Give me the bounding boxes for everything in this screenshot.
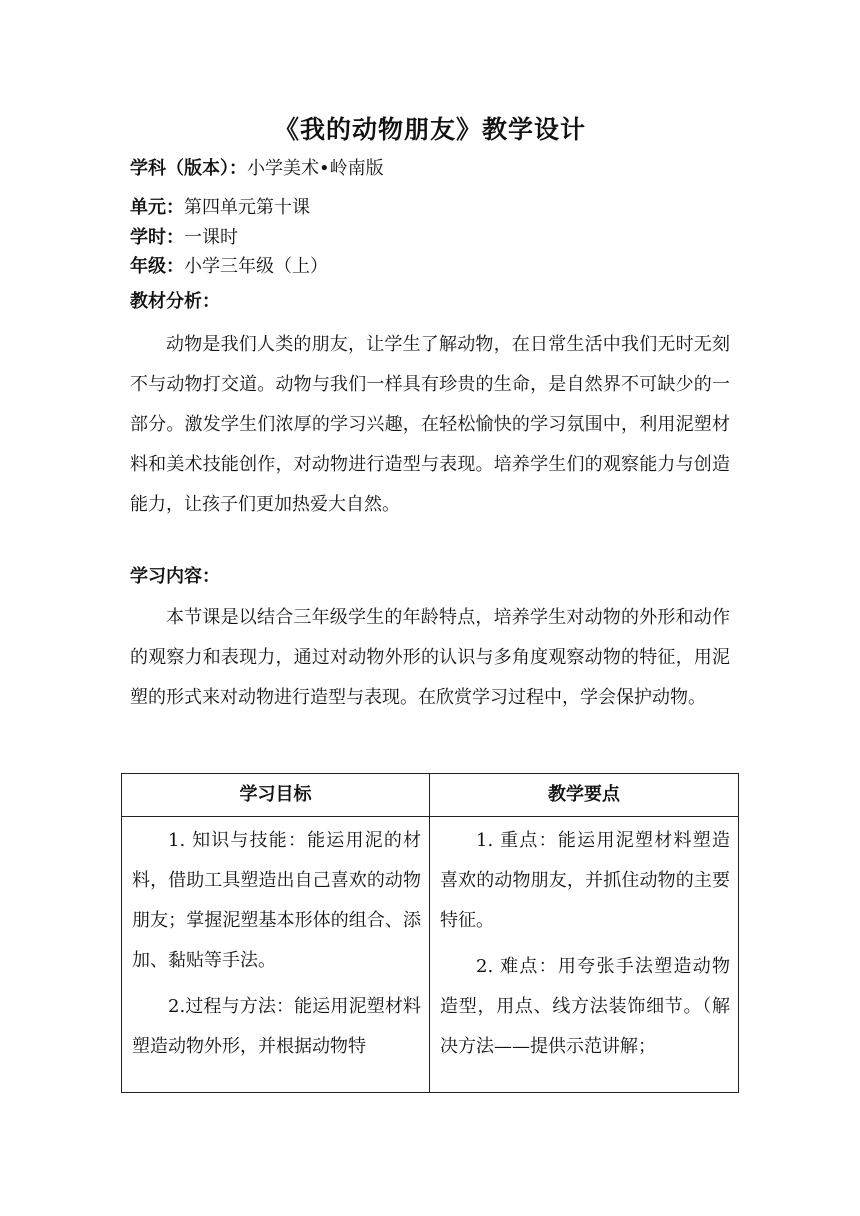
analysis-text: 动物是我们人类的朋友，让学生了解动物，在日常生活中我们无时无刻不与动物打交道。动物与我们一样具有珍贵的生命，是自然界不可缺少的一部分。激发学生们浓厚的学习兴趣，在轻松愉快的学习氛围中，利用泥塑材料和美术技能创作，对动物进行造型与表现。培养学生们的观察能力与创造能力，让孩子们更加热爱大自然。 bbox=[130, 334, 730, 515]
key-point-item: 2. 难点：用夸张手法塑造动物造型，用点、线方法装饰细节。（解决方法——提供示范讲解； bbox=[440, 956, 730, 1057]
content-heading: 学习内容： bbox=[130, 566, 220, 587]
period-line bbox=[130, 226, 238, 250]
grade-value: 小学三年级（上） bbox=[184, 256, 328, 277]
col-header-objectives: 学习目标 bbox=[122, 774, 430, 817]
subject-line bbox=[130, 157, 384, 181]
objective-item: 2.过程与方法：能运用泥塑材料塑造动物外形，并根据动物特 bbox=[132, 996, 421, 1057]
analysis-paragraph bbox=[130, 325, 730, 525]
grade-label: 年级： bbox=[130, 256, 184, 277]
grade-line bbox=[130, 255, 328, 279]
objectives-cell bbox=[122, 817, 430, 1093]
analysis-heading: 教材分析： bbox=[130, 291, 220, 312]
subject-label: 学科（版本）： bbox=[130, 158, 247, 179]
key-points-cell bbox=[430, 817, 739, 1093]
content-paragraph bbox=[130, 598, 730, 718]
period-value: 一课时 bbox=[184, 227, 238, 248]
objective-item: 1. 知识与技能：能运用泥的材料，借助工具塑造出自己喜欢的动物朋友；掌握泥塑基本形体的组合、添加、黏贴等手法。 bbox=[132, 830, 421, 971]
unit-label: 单元： bbox=[130, 197, 184, 218]
unit-value: 第四单元第十课 bbox=[184, 197, 310, 218]
col-header-key-points: 教学要点 bbox=[430, 774, 739, 817]
content-text: 本节课是以结合三年级学生的年龄特点，培养学生对动物的外形和动作的观察力和表现力，通过对动物外形的认识与多角度观察动物的特征，用泥塑的形式来对动物进行造型与表现。在欣赏学习过程中，学会保护动物。 bbox=[130, 607, 730, 708]
key-point-item: 1. 重点：能运用泥塑材料塑造喜欢的动物朋友，并抓住动物的主要特征。 bbox=[440, 830, 730, 931]
subject-value: 小学美术•岭南版 bbox=[247, 158, 384, 179]
unit-line bbox=[130, 196, 310, 220]
document-title: 《我的动物朋友》教学设计 bbox=[273, 115, 586, 144]
period-label: 学时： bbox=[130, 227, 184, 248]
objectives-table bbox=[121, 773, 739, 1093]
